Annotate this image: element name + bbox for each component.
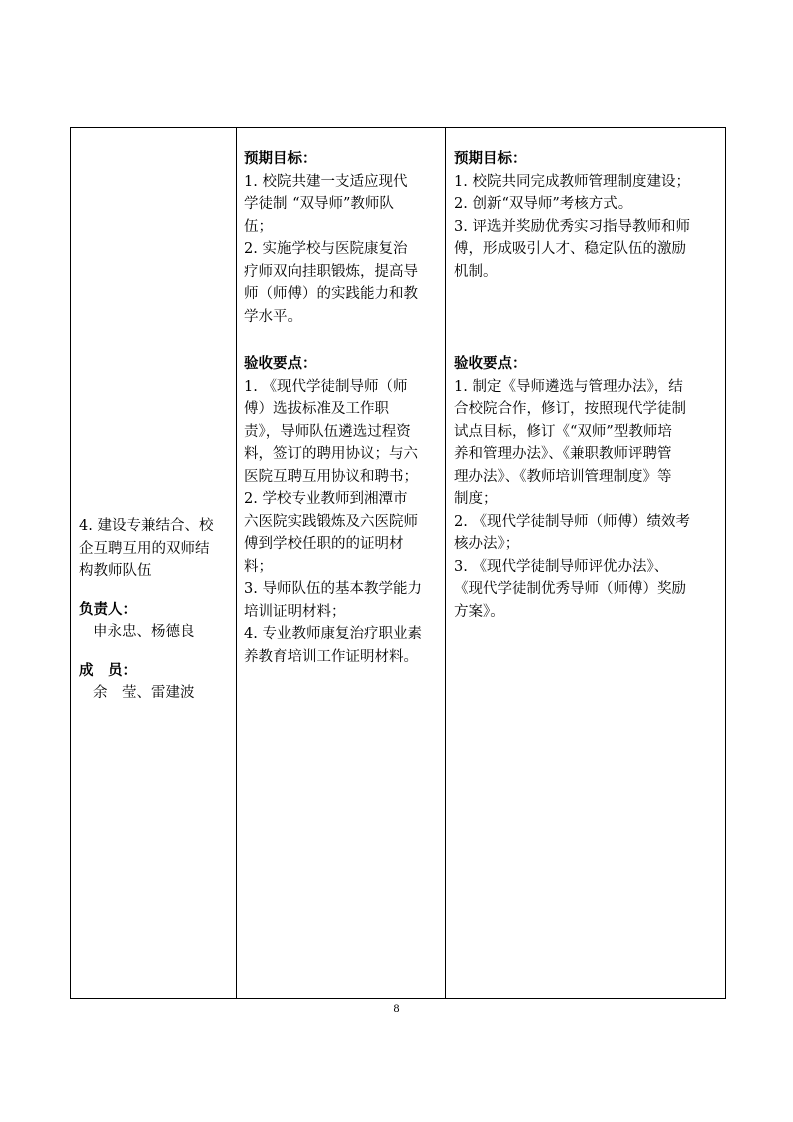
acceptance-line: 方案》。 bbox=[454, 603, 505, 620]
acceptance-line: 养和管理办法》、《兼职教师评聘管 bbox=[454, 446, 672, 462]
targets-line: 学水平。 bbox=[244, 308, 302, 325]
targets-heading: 预期目标： bbox=[454, 151, 527, 167]
hospital-column-cell bbox=[454, 148, 719, 623]
member-label: 成 员： bbox=[79, 662, 137, 679]
acceptance-line: 培训证明材料； bbox=[244, 603, 346, 620]
acceptance-line: 3. 《现代学徒制导师评优办法》、 bbox=[454, 558, 669, 575]
acceptance-line: 傅到学校任职的的证明材 bbox=[244, 536, 404, 552]
targets-line: 伍； bbox=[244, 218, 273, 235]
task-title-line: 企互聘互用的双师结 bbox=[79, 540, 210, 557]
targets-line: 1. 校院共同完成教师管理制度建设； bbox=[454, 173, 690, 190]
acceptance-line: 制度； bbox=[454, 491, 498, 507]
acceptance-line: 核办法》； bbox=[454, 536, 520, 552]
acceptance-line: 合校院合作，修订，按照现代学徒制 bbox=[454, 401, 686, 417]
plan-table bbox=[70, 127, 726, 999]
acceptance-heading: 验收要点： bbox=[454, 356, 527, 372]
task-title-line: 4. 建设专兼结合、校 bbox=[79, 518, 214, 534]
acceptance-line: 养教育培训工作证明材料。 bbox=[244, 648, 418, 665]
member-names: 余 莹、雷建波 bbox=[93, 685, 195, 701]
targets-line: 2. 创新“双导师”考核方式。 bbox=[454, 196, 633, 212]
column-divider bbox=[445, 128, 446, 998]
acceptance-heading: 验收要点： bbox=[244, 356, 317, 372]
acceptance-line: 4. 专业教师康复治疗职业素 bbox=[244, 626, 422, 642]
targets-line: 1. 校院共建一支适应现代 bbox=[244, 173, 408, 190]
acceptance-line: 责》，导师队伍遴选过程资 bbox=[244, 423, 411, 440]
acceptance-line: 料，签订的聘用协议；与六 bbox=[244, 446, 418, 462]
acceptance-line: 六医院实践锻炼及六医院师 bbox=[244, 513, 418, 530]
acceptance-line: 料； bbox=[244, 558, 273, 575]
task-cell bbox=[79, 515, 237, 705]
targets-line: 2. 实施学校与医院康复治 bbox=[244, 241, 408, 257]
targets-line: 机制。 bbox=[454, 263, 498, 280]
school-column-cell bbox=[244, 148, 441, 668]
leader-names: 申永忠、杨德良 bbox=[93, 624, 195, 640]
acceptance-line: 2. 《现代学徒制导师（师傅）绩效考 bbox=[454, 513, 690, 530]
targets-line: 3. 评选并奖励优秀实习指导教师和师 bbox=[454, 218, 690, 235]
page-number: 8 bbox=[393, 1001, 400, 1015]
acceptance-line: 《现代学徒制优秀导师（师傅）奖励 bbox=[454, 581, 686, 597]
acceptance-line: 1. 《现代学徒制导师（师 bbox=[244, 378, 408, 395]
targets-line: 疗师双向挂职锻炼，提高导 bbox=[244, 263, 418, 280]
acceptance-line: 2. 学校专业教师到湘潭市 bbox=[244, 491, 408, 507]
acceptance-line: 试点目标，修订《“双师”型教师培 bbox=[454, 423, 672, 440]
leader-label: 负责人： bbox=[79, 601, 137, 618]
task-title-line: 构教师队伍 bbox=[79, 563, 152, 579]
acceptance-line: 傅）选拔标准及工作职 bbox=[244, 401, 389, 417]
acceptance-line: 理办法》、《教师培训管理制度》等 bbox=[454, 468, 672, 485]
targets-heading: 预期目标： bbox=[244, 151, 317, 167]
targets-line: 学徒制 “双导师”教师队 bbox=[244, 196, 394, 212]
acceptance-line: 1. 制定《导师遴选与管理办法》，结 bbox=[454, 378, 683, 395]
targets-line: 师（师傅）的实践能力和教 bbox=[244, 286, 418, 302]
targets-line: 傅，形成吸引人才、稳定队伍的激励 bbox=[454, 241, 686, 257]
acceptance-line: 医院互聘互用协议和聘书； bbox=[244, 468, 418, 485]
acceptance-line: 3. 导师队伍的基本教学能力 bbox=[244, 581, 422, 597]
